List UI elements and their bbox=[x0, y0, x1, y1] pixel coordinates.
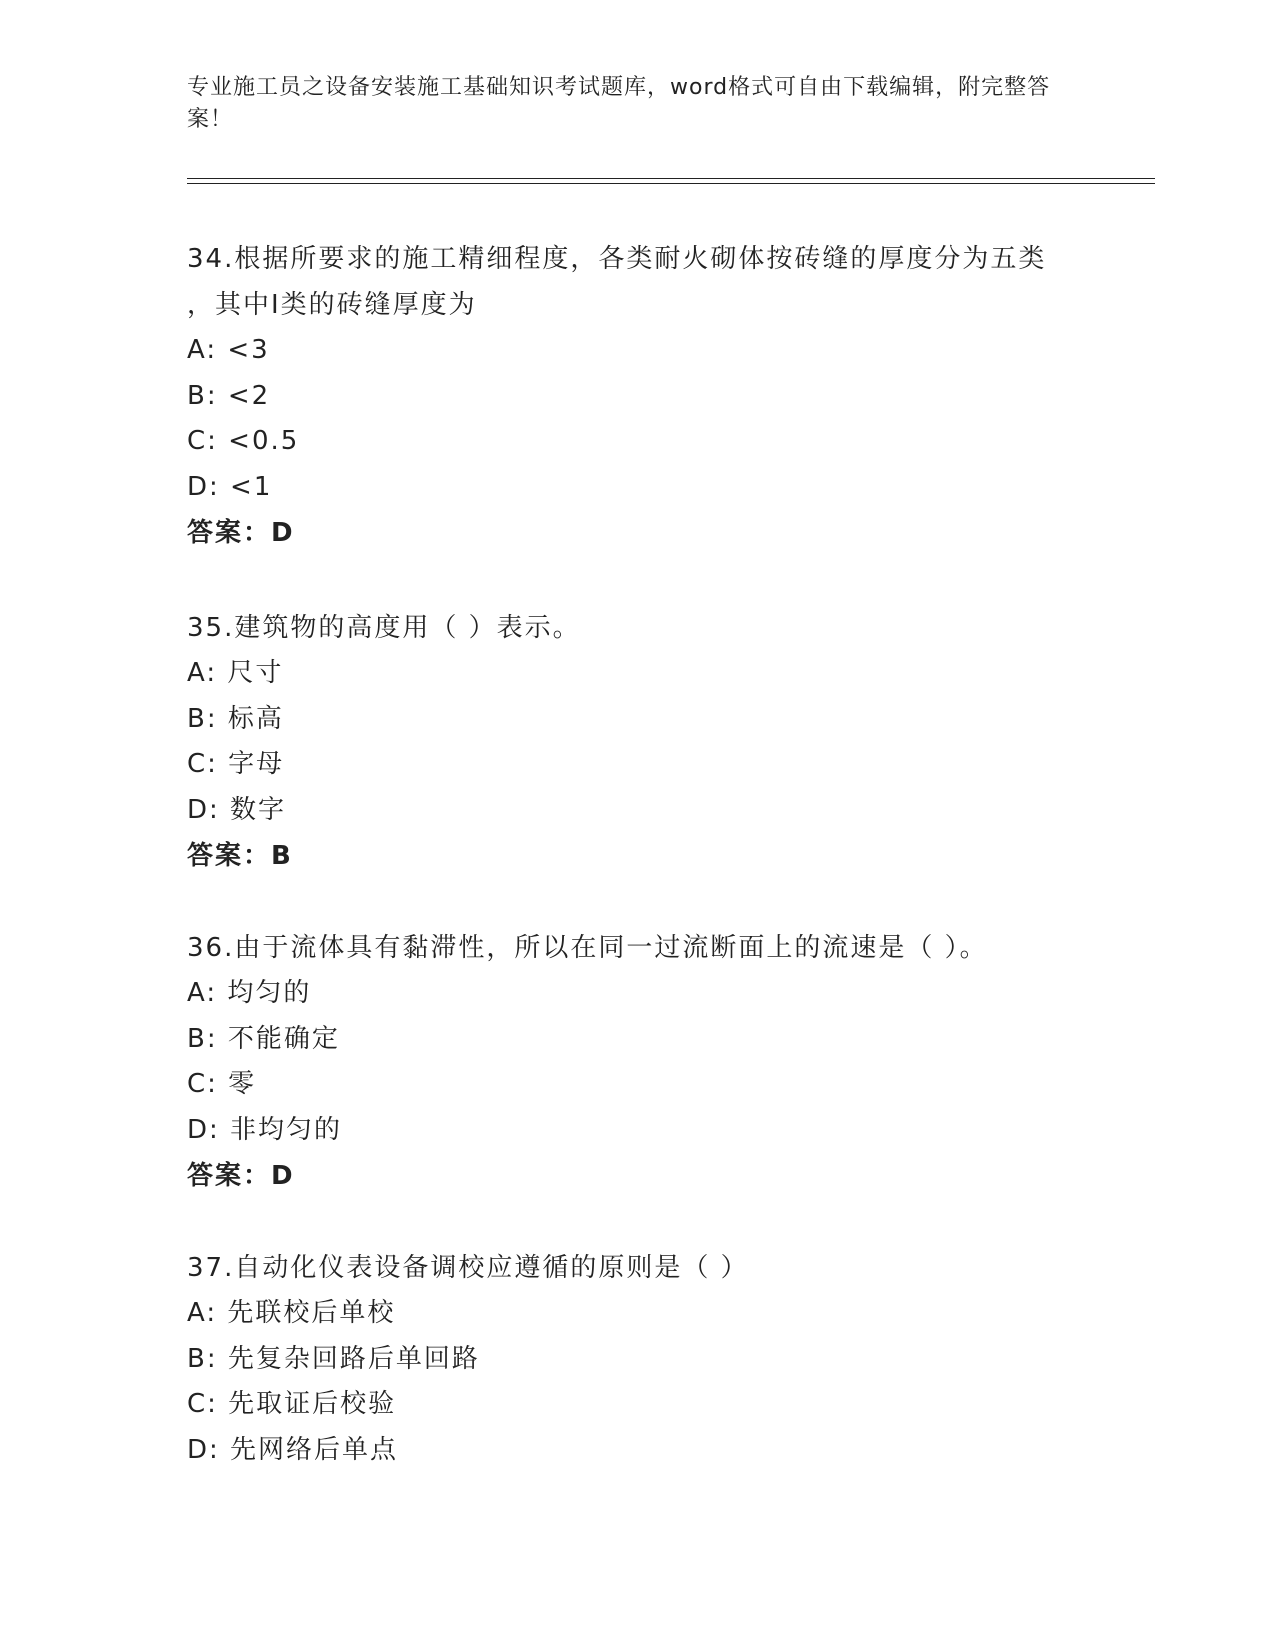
option-b: B: 不能确定 bbox=[187, 1023, 340, 1054]
option-c: C: 字母 bbox=[187, 749, 285, 779]
question-stem-line-2: ，其中Ⅰ类的砖缝厚度为 bbox=[187, 290, 477, 320]
option-b: B: 标高 bbox=[187, 703, 284, 734]
option-a: A: 均匀的 bbox=[187, 978, 312, 1008]
question-34 bbox=[187, 236, 1087, 556]
header-divider bbox=[187, 178, 1155, 184]
question-stem-line-1: 34.根据所要求的施工精细程度，各类耐火砌体按砖缝的厚度分为五类 bbox=[187, 244, 1047, 274]
document-intro: 专业施工员之设备安装施工基础知识考试题库，word格式可自由下载编辑，附完整答案！ bbox=[187, 75, 1051, 132]
question-stem: 35.建筑物的高度用（ ）表示。 bbox=[187, 613, 581, 643]
question-36 bbox=[187, 925, 1087, 1199]
answer: 答案：D bbox=[187, 1161, 295, 1191]
option-a: A: 尺寸 bbox=[187, 658, 284, 688]
answer: 答案：D bbox=[187, 518, 295, 548]
option-c: C: 先取证后校验 bbox=[187, 1389, 397, 1419]
option-d: D: 先网络后单点 bbox=[187, 1434, 399, 1465]
option-c: C: <0.5 bbox=[187, 426, 300, 456]
question-37 bbox=[187, 1245, 1087, 1473]
option-d: D: 数字 bbox=[187, 794, 287, 825]
option-b: B: 先复杂回路后单回路 bbox=[187, 1343, 480, 1374]
question-stem: 37.自动化仪表设备调校应遵循的原则是（ ） bbox=[187, 1253, 749, 1283]
option-a: A: <3 bbox=[187, 335, 270, 365]
question-stem: 36.由于流体具有黏滞性，所以在同一过流断面上的流速是（ ）。 bbox=[187, 933, 988, 963]
question-35 bbox=[187, 605, 1087, 879]
option-d: D: 非均匀的 bbox=[187, 1114, 343, 1145]
option-b: B: <2 bbox=[187, 380, 271, 411]
answer: 答案：B bbox=[187, 841, 293, 871]
option-c: C: 零 bbox=[187, 1069, 257, 1099]
option-a: A: 先联校后单校 bbox=[187, 1298, 396, 1328]
option-d: D: <1 bbox=[187, 471, 273, 502]
